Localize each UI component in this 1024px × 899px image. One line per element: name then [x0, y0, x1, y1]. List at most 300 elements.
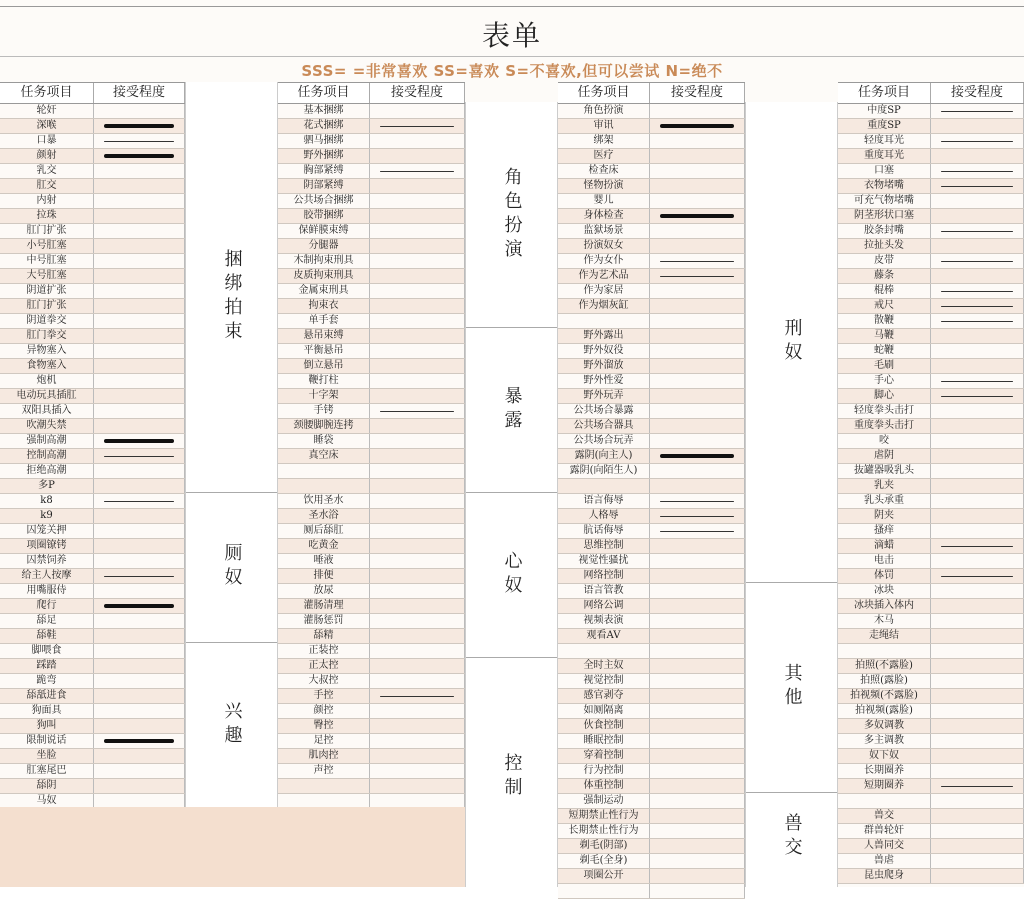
item-name: 可充气物堵嘴	[838, 194, 931, 208]
table-row	[838, 629, 1024, 644]
item-name: 给主人按摩	[0, 569, 94, 583]
acceptance-level-cell[interactable]	[370, 764, 465, 778]
column-2	[278, 82, 465, 809]
rating-legend: SSS= =非常喜欢 SS=喜欢 S=不喜欢,但可以尝试 N=绝不	[301, 62, 723, 80]
acceptance-level-cell[interactable]	[370, 794, 465, 808]
item-name: 毛刷	[838, 359, 931, 373]
acceptance-level-cell[interactable]	[94, 629, 185, 643]
item-name: 皮质拘束刑具	[278, 269, 370, 283]
item-name: 角色扮演	[558, 104, 650, 118]
item-name: 马鞭	[838, 329, 931, 343]
acceptance-level-cell[interactable]	[370, 209, 465, 223]
table-row	[558, 419, 745, 434]
acceptance-level-cell[interactable]	[650, 389, 745, 403]
acceptance-level-cell[interactable]	[931, 719, 1024, 733]
acceptance-level-cell[interactable]	[370, 449, 465, 463]
handwritten-mark	[380, 411, 454, 412]
table-row	[558, 779, 745, 794]
acceptance-level-cell[interactable]	[94, 434, 185, 448]
acceptance-level-cell[interactable]	[650, 509, 745, 523]
acceptance-level-cell[interactable]	[370, 644, 465, 658]
item-name: 思维控制	[558, 539, 650, 553]
item-name: 双阳具插入	[0, 404, 94, 418]
item-name: 如厕隔离	[558, 704, 650, 718]
acceptance-level-cell[interactable]	[931, 449, 1024, 463]
acceptance-level-cell[interactable]	[931, 464, 1024, 478]
item-name: 肛交	[0, 179, 94, 193]
acceptance-level-cell[interactable]	[94, 179, 185, 193]
acceptance-level-cell[interactable]	[931, 869, 1024, 883]
acceptance-level-cell[interactable]	[650, 869, 745, 883]
acceptance-level-cell[interactable]	[370, 374, 465, 388]
acceptance-level-cell[interactable]	[931, 764, 1024, 778]
table-row	[278, 434, 465, 449]
table-row	[838, 599, 1024, 614]
handwritten-mark	[660, 531, 734, 532]
acceptance-level-cell[interactable]	[931, 254, 1024, 268]
item-name: 走绳结	[838, 629, 931, 643]
item-name: 控制高潮	[0, 449, 94, 463]
acceptance-level-cell[interactable]	[94, 284, 185, 298]
acceptance-level-cell[interactable]	[931, 164, 1024, 178]
acceptance-level-cell[interactable]	[931, 689, 1024, 703]
column-4-categories	[745, 102, 838, 887]
acceptance-level-cell[interactable]	[370, 614, 465, 628]
acceptance-level-cell[interactable]	[931, 434, 1024, 448]
table-row	[278, 689, 465, 704]
acceptance-level-cell[interactable]	[931, 854, 1024, 868]
acceptance-level-cell[interactable]	[94, 524, 185, 538]
item-name: 行为控制	[558, 764, 650, 778]
acceptance-level-cell[interactable]	[650, 329, 745, 343]
item-name: 排便	[278, 569, 370, 583]
acceptance-level-cell[interactable]	[94, 269, 185, 283]
acceptance-level-cell[interactable]	[650, 209, 745, 223]
item-name: 野外露出	[558, 329, 650, 343]
acceptance-level-cell[interactable]	[650, 419, 745, 433]
acceptance-level-cell[interactable]	[94, 794, 185, 808]
acceptance-level-cell[interactable]	[370, 479, 465, 493]
acceptance-level-cell[interactable]	[650, 584, 745, 598]
acceptance-level-cell[interactable]	[650, 674, 745, 688]
acceptance-level-cell[interactable]	[931, 209, 1024, 223]
acceptance-level-cell[interactable]	[650, 554, 745, 568]
table-row	[278, 359, 465, 374]
acceptance-level-cell[interactable]	[370, 254, 465, 268]
acceptance-level-cell[interactable]	[370, 314, 465, 328]
acceptance-level-cell[interactable]	[370, 524, 465, 538]
acceptance-level-cell[interactable]	[94, 104, 185, 118]
acceptance-level-cell[interactable]	[370, 104, 465, 118]
acceptance-level-cell[interactable]	[94, 644, 185, 658]
acceptance-level-cell[interactable]	[94, 299, 185, 313]
acceptance-level-cell[interactable]	[94, 344, 185, 358]
acceptance-level-cell[interactable]	[370, 539, 465, 553]
table-row	[558, 209, 745, 224]
table-row	[278, 164, 465, 179]
table-row	[278, 464, 465, 479]
acceptance-level-cell[interactable]	[370, 434, 465, 448]
item-name	[838, 644, 931, 658]
acceptance-level-cell[interactable]	[94, 239, 185, 253]
acceptance-level-cell[interactable]	[931, 794, 1024, 808]
acceptance-level-cell[interactable]	[650, 479, 745, 493]
table-row	[0, 599, 185, 614]
acceptance-level-cell[interactable]	[650, 629, 745, 643]
acceptance-level-cell[interactable]	[931, 524, 1024, 538]
acceptance-level-cell[interactable]	[370, 299, 465, 313]
acceptance-level-cell[interactable]	[94, 494, 185, 508]
item-name: 轻度拳头击打	[838, 404, 931, 418]
header-item: 任务项目	[278, 83, 370, 103]
item-name: 兽交	[838, 809, 931, 823]
acceptance-level-cell[interactable]	[370, 239, 465, 253]
acceptance-level-cell[interactable]	[650, 719, 745, 733]
item-name	[558, 479, 650, 493]
acceptance-level-cell[interactable]	[931, 359, 1024, 373]
table-row	[838, 584, 1024, 599]
item-name: 鞭打柱	[278, 374, 370, 388]
acceptance-level-cell[interactable]	[650, 224, 745, 238]
handwritten-mark	[941, 396, 1013, 397]
item-name: 拍视频(露脸)	[838, 704, 931, 718]
item-name: 舔阴	[0, 779, 94, 793]
table-row	[278, 644, 465, 659]
acceptance-level-cell[interactable]	[94, 719, 185, 733]
acceptance-level-cell[interactable]	[650, 524, 745, 538]
handwritten-mark	[660, 214, 734, 218]
acceptance-level-cell[interactable]	[931, 734, 1024, 748]
acceptance-level-cell[interactable]	[931, 779, 1024, 793]
acceptance-level-cell[interactable]	[94, 194, 185, 208]
acceptance-level-cell[interactable]	[94, 599, 185, 613]
acceptance-level-cell[interactable]	[650, 239, 745, 253]
acceptance-level-cell[interactable]	[931, 839, 1024, 853]
acceptance-level-cell[interactable]	[650, 599, 745, 613]
acceptance-level-cell[interactable]	[370, 119, 465, 133]
acceptance-level-cell[interactable]	[931, 419, 1024, 433]
acceptance-level-cell[interactable]	[931, 299, 1024, 313]
item-name	[278, 464, 370, 478]
table-row	[838, 704, 1024, 719]
acceptance-level-cell[interactable]	[94, 734, 185, 748]
table-row	[838, 809, 1024, 824]
item-name: 口暴	[0, 134, 94, 148]
item-name: 阴道扩张	[0, 284, 94, 298]
acceptance-level-cell[interactable]	[650, 854, 745, 868]
acceptance-level-cell[interactable]	[931, 404, 1024, 418]
acceptance-level-cell[interactable]	[650, 734, 745, 748]
acceptance-level-cell[interactable]	[931, 284, 1024, 298]
acceptance-level-cell[interactable]	[650, 884, 745, 898]
item-name: 长期禁止性行为	[558, 824, 650, 838]
handwritten-mark	[104, 739, 174, 743]
acceptance-level-cell[interactable]	[931, 389, 1024, 403]
item-name: 昆虫爬身	[838, 869, 931, 883]
acceptance-level-cell[interactable]	[370, 779, 465, 793]
acceptance-level-cell[interactable]	[931, 329, 1024, 343]
acceptance-level-cell[interactable]	[370, 149, 465, 163]
category-divider	[466, 657, 557, 658]
item-name: 拒绝高潮	[0, 464, 94, 478]
item-name: 臀控	[278, 719, 370, 733]
acceptance-level-cell[interactable]	[931, 629, 1024, 643]
acceptance-level-cell[interactable]	[94, 449, 185, 463]
table-row	[838, 764, 1024, 779]
acceptance-level-cell[interactable]	[650, 689, 745, 703]
acceptance-level-cell[interactable]	[94, 164, 185, 178]
acceptance-level-cell[interactable]	[94, 554, 185, 568]
acceptance-level-cell[interactable]	[370, 494, 465, 508]
acceptance-level-cell[interactable]	[370, 359, 465, 373]
acceptance-level-cell[interactable]	[94, 419, 185, 433]
category-label: 捆绑拍束	[221, 249, 243, 345]
acceptance-level-cell[interactable]	[650, 614, 745, 628]
acceptance-level-cell[interactable]	[650, 569, 745, 583]
acceptance-level-cell[interactable]	[931, 239, 1024, 253]
table-row	[838, 824, 1024, 839]
item-name: 中度SP	[838, 104, 931, 118]
item-name: 深喉	[0, 119, 94, 133]
acceptance-level-cell[interactable]	[94, 569, 185, 583]
acceptance-level-cell[interactable]	[931, 824, 1024, 838]
acceptance-level-cell[interactable]	[370, 509, 465, 523]
item-name: 坐脸	[0, 749, 94, 763]
table-row	[838, 554, 1024, 569]
acceptance-level-cell[interactable]	[94, 329, 185, 343]
acceptance-level-cell[interactable]	[94, 314, 185, 328]
item-name: 体重控制	[558, 779, 650, 793]
acceptance-level-cell[interactable]	[370, 179, 465, 193]
acceptance-level-cell[interactable]	[94, 224, 185, 238]
acceptance-level-cell[interactable]	[931, 599, 1024, 613]
acceptance-level-cell[interactable]	[94, 614, 185, 628]
acceptance-level-cell[interactable]	[650, 404, 745, 418]
acceptance-level-cell[interactable]	[94, 659, 185, 673]
item-name: 电动玩具插肛	[0, 389, 94, 403]
table-row	[838, 104, 1024, 119]
acceptance-level-cell[interactable]	[94, 539, 185, 553]
table-row	[558, 809, 745, 824]
acceptance-level-cell[interactable]	[931, 119, 1024, 133]
acceptance-level-cell[interactable]	[94, 209, 185, 223]
acceptance-level-cell[interactable]	[650, 179, 745, 193]
acceptance-level-cell[interactable]	[370, 404, 465, 418]
acceptance-level-cell[interactable]	[370, 194, 465, 208]
acceptance-level-cell[interactable]	[931, 809, 1024, 823]
acceptance-level-cell[interactable]	[94, 674, 185, 688]
table-row	[558, 554, 745, 569]
acceptance-level-cell[interactable]	[94, 119, 185, 133]
acceptance-level-cell[interactable]	[650, 284, 745, 298]
acceptance-level-cell[interactable]	[370, 464, 465, 478]
category-divider	[466, 492, 557, 493]
acceptance-level-cell[interactable]	[931, 314, 1024, 328]
acceptance-level-cell[interactable]	[650, 164, 745, 178]
acceptance-level-cell[interactable]	[650, 314, 745, 328]
category-divider	[466, 327, 557, 328]
acceptance-level-cell[interactable]	[94, 359, 185, 373]
acceptance-level-cell[interactable]	[94, 689, 185, 703]
acceptance-level-cell[interactable]	[931, 344, 1024, 358]
top-border	[0, 6, 1024, 7]
acceptance-level-cell[interactable]	[931, 224, 1024, 238]
table-row	[558, 599, 745, 614]
table-row	[838, 869, 1024, 884]
acceptance-level-cell[interactable]	[931, 569, 1024, 583]
acceptance-level-cell[interactable]	[370, 269, 465, 283]
item-name: 全时主奴	[558, 659, 650, 673]
acceptance-level-cell[interactable]	[931, 584, 1024, 598]
table-row	[558, 854, 745, 869]
item-name: 颜控	[278, 704, 370, 718]
acceptance-level-cell[interactable]	[650, 779, 745, 793]
acceptance-level-cell[interactable]	[370, 584, 465, 598]
acceptance-level-cell[interactable]	[94, 479, 185, 493]
acceptance-level-cell[interactable]	[94, 149, 185, 163]
acceptance-level-cell[interactable]	[931, 704, 1024, 718]
acceptance-level-cell[interactable]	[650, 839, 745, 853]
acceptance-level-cell[interactable]	[650, 749, 745, 763]
acceptance-level-cell[interactable]	[650, 269, 745, 283]
acceptance-level-cell[interactable]	[94, 704, 185, 718]
acceptance-level-cell[interactable]	[931, 179, 1024, 193]
acceptance-level-cell[interactable]	[650, 644, 745, 658]
acceptance-level-cell[interactable]	[931, 659, 1024, 673]
item-name: 小号肛塞	[0, 239, 94, 253]
acceptance-level-cell[interactable]	[650, 824, 745, 838]
acceptance-level-cell[interactable]	[931, 554, 1024, 568]
item-name: 肌肉控	[278, 749, 370, 763]
acceptance-level-cell[interactable]	[931, 194, 1024, 208]
acceptance-level-cell[interactable]	[931, 149, 1024, 163]
acceptance-level-cell[interactable]	[931, 134, 1024, 148]
acceptance-level-cell[interactable]	[370, 554, 465, 568]
acceptance-level-cell[interactable]	[370, 164, 465, 178]
acceptance-level-cell[interactable]	[94, 389, 185, 403]
acceptance-level-cell[interactable]	[650, 704, 745, 718]
acceptance-level-cell[interactable]	[650, 794, 745, 808]
acceptance-level-cell[interactable]	[650, 374, 745, 388]
acceptance-level-cell[interactable]	[370, 659, 465, 673]
acceptance-level-cell[interactable]	[650, 359, 745, 373]
acceptance-level-cell[interactable]	[931, 509, 1024, 523]
acceptance-level-cell[interactable]	[94, 134, 185, 148]
table-row	[278, 239, 465, 254]
acceptance-level-cell[interactable]	[931, 104, 1024, 118]
handwritten-mark	[941, 546, 1013, 547]
acceptance-level-cell[interactable]	[370, 719, 465, 733]
item-name: 中号肛塞	[0, 254, 94, 268]
acceptance-level-cell[interactable]	[650, 659, 745, 673]
acceptance-level-cell[interactable]	[931, 374, 1024, 388]
acceptance-level-cell[interactable]	[370, 674, 465, 688]
acceptance-level-cell[interactable]	[370, 344, 465, 358]
acceptance-level-cell[interactable]	[370, 749, 465, 763]
acceptance-level-cell[interactable]	[650, 119, 745, 133]
table-row	[558, 449, 745, 464]
page-title: 表单	[481, 19, 542, 52]
acceptance-level-cell[interactable]	[370, 284, 465, 298]
table-row	[558, 239, 745, 254]
acceptance-level-cell[interactable]	[931, 269, 1024, 283]
acceptance-level-cell[interactable]	[94, 749, 185, 763]
acceptance-level-cell[interactable]	[931, 674, 1024, 688]
acceptance-level-cell[interactable]	[370, 419, 465, 433]
table-row	[838, 479, 1024, 494]
acceptance-level-cell[interactable]	[370, 704, 465, 718]
table-row	[278, 269, 465, 284]
acceptance-level-cell[interactable]	[94, 779, 185, 793]
table-row	[558, 689, 745, 704]
acceptance-level-cell[interactable]	[650, 449, 745, 463]
table-row	[0, 539, 185, 554]
acceptance-level-cell[interactable]	[370, 629, 465, 643]
acceptance-level-cell[interactable]	[931, 494, 1024, 508]
acceptance-level-cell[interactable]	[370, 599, 465, 613]
acceptance-level-cell[interactable]	[650, 149, 745, 163]
acceptance-level-cell[interactable]	[650, 539, 745, 553]
acceptance-level-cell[interactable]	[94, 584, 185, 598]
acceptance-level-cell[interactable]	[370, 689, 465, 703]
acceptance-level-cell[interactable]	[931, 614, 1024, 628]
category-label: 兴趣	[221, 700, 243, 749]
acceptance-level-cell[interactable]	[650, 764, 745, 778]
acceptance-level-cell[interactable]	[94, 374, 185, 388]
handwritten-mark	[660, 516, 734, 517]
acceptance-level-cell[interactable]	[650, 344, 745, 358]
acceptance-level-cell[interactable]	[370, 224, 465, 238]
acceptance-level-cell[interactable]	[650, 809, 745, 823]
item-name: 公共场合暴露	[558, 404, 650, 418]
acceptance-level-cell[interactable]	[650, 464, 745, 478]
item-name: 手控	[278, 689, 370, 703]
acceptance-level-cell[interactable]	[94, 509, 185, 523]
acceptance-level-cell[interactable]	[650, 254, 745, 268]
acceptance-level-cell[interactable]	[94, 764, 185, 778]
acceptance-level-cell[interactable]	[370, 389, 465, 403]
acceptance-level-cell[interactable]	[94, 404, 185, 418]
acceptance-level-cell[interactable]	[650, 104, 745, 118]
handwritten-mark	[380, 696, 454, 697]
acceptance-level-cell[interactable]	[370, 134, 465, 148]
acceptance-level-cell[interactable]	[931, 479, 1024, 493]
acceptance-level-cell[interactable]	[650, 134, 745, 148]
item-name: 怪物扮演	[558, 179, 650, 193]
acceptance-level-cell[interactable]	[931, 539, 1024, 553]
acceptance-level-cell[interactable]	[94, 254, 185, 268]
acceptance-level-cell[interactable]	[650, 194, 745, 208]
acceptance-level-cell[interactable]	[94, 464, 185, 478]
header-item: 任务项目	[0, 83, 94, 103]
acceptance-level-cell[interactable]	[931, 644, 1024, 658]
acceptance-level-cell[interactable]	[370, 329, 465, 343]
table-row	[838, 149, 1024, 164]
acceptance-level-cell[interactable]	[650, 494, 745, 508]
acceptance-level-cell[interactable]	[650, 299, 745, 313]
handwritten-mark	[104, 141, 174, 142]
table-row	[838, 749, 1024, 764]
table-row	[0, 149, 185, 164]
item-name: 狗面具	[0, 704, 94, 718]
table-row	[838, 644, 1024, 659]
table-row	[838, 239, 1024, 254]
acceptance-level-cell[interactable]	[650, 434, 745, 448]
item-name: 公共场合器具	[558, 419, 650, 433]
acceptance-level-cell[interactable]	[931, 749, 1024, 763]
acceptance-level-cell[interactable]	[370, 569, 465, 583]
acceptance-level-cell[interactable]	[370, 734, 465, 748]
